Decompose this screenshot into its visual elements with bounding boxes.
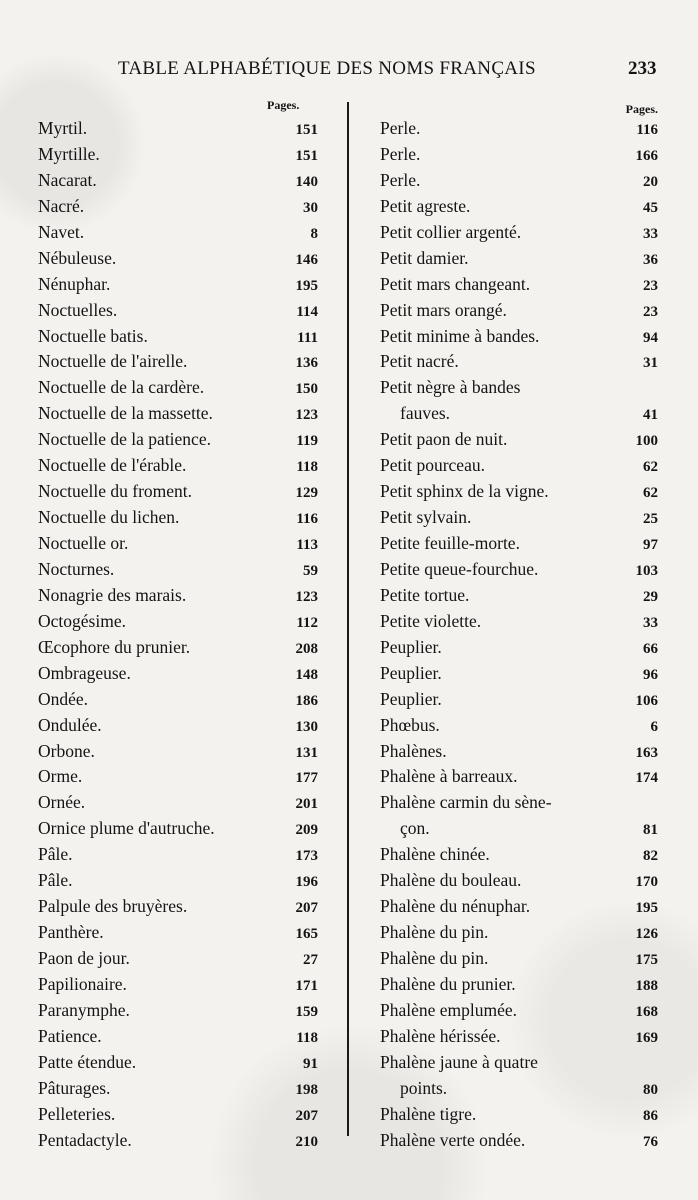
index-entry xyxy=(38,1102,320,1128)
entry-page-number: 195 xyxy=(295,277,318,294)
index-entry xyxy=(380,894,658,920)
entry-name: Nénuphar. xyxy=(38,273,111,294)
entry-name: Panthère. xyxy=(38,922,104,943)
entry-name: Orme. xyxy=(38,766,83,787)
entry-page-number: 66 xyxy=(643,640,658,657)
entry-page-number: 62 xyxy=(643,459,658,476)
entry-name: Phalène hérissée. xyxy=(380,1025,501,1046)
entry-name: Pentadactyle. xyxy=(38,1129,132,1150)
index-entry xyxy=(38,194,320,220)
index-entry xyxy=(38,349,320,375)
index-entry xyxy=(38,375,320,401)
index-entry xyxy=(380,790,658,816)
index-entry xyxy=(380,1128,658,1154)
pages-column-header xyxy=(380,92,658,116)
entry-name: Petit mars orangé. xyxy=(380,299,507,320)
entry-page-number: 112 xyxy=(296,614,318,631)
entry-name: Noctuelle de la massette. xyxy=(38,403,213,424)
entry-name: Petit minime à bandes. xyxy=(380,325,540,346)
entry-page-number: 23 xyxy=(643,277,658,294)
entry-page-number: 163 xyxy=(635,744,658,761)
entry-name: Palpule des bruyères. xyxy=(38,896,188,917)
index-entry xyxy=(38,505,320,531)
entry-page-number: 100 xyxy=(635,433,658,450)
entry-page-number: 150 xyxy=(295,381,318,398)
entry-page-number: 27 xyxy=(303,952,318,968)
entry-page-number: 25 xyxy=(643,511,658,528)
index-entry xyxy=(380,349,658,375)
entry-name: Phalène emplumée. xyxy=(380,999,518,1020)
index-entry xyxy=(38,1050,320,1076)
index-entry xyxy=(380,220,658,246)
index-entry xyxy=(38,713,320,739)
entry-name: Noctuelle de la patience. xyxy=(38,429,211,450)
entry-name: Ondulée. xyxy=(38,714,102,735)
index-entry xyxy=(38,972,320,998)
entry-page-number: 136 xyxy=(295,355,318,372)
index-entry xyxy=(380,842,658,868)
entry-name: Peuplier. xyxy=(380,662,442,683)
index-entry xyxy=(38,894,320,920)
entry-page-number: 174 xyxy=(635,770,658,787)
entry-page-number: 159 xyxy=(295,1003,318,1020)
entry-name: points. xyxy=(400,1077,448,1098)
entry-page-number: 45 xyxy=(643,199,658,216)
entry-name: Petit paon de nuit. xyxy=(380,429,508,450)
entry-page-number: 177 xyxy=(295,770,318,787)
entry-page-number: 33 xyxy=(643,614,658,631)
entry-name: Pelleteries. xyxy=(38,1103,116,1124)
index-entry xyxy=(38,557,320,583)
entry-name: Phalène tigre. xyxy=(380,1103,477,1124)
index-entry xyxy=(38,427,320,453)
entry-name: Ornice plume d'autruche. xyxy=(38,818,215,839)
entry-page-number: 198 xyxy=(295,1081,318,1098)
index-entry xyxy=(38,479,320,505)
entry-page-number: 29 xyxy=(643,588,658,605)
entry-name: Perle. xyxy=(380,169,421,190)
entry-name: Nébuleuse. xyxy=(38,247,117,268)
page-number: 233 xyxy=(628,58,657,79)
entry-page-number: 97 xyxy=(643,537,658,553)
entry-name: Œcophore du prunier. xyxy=(38,636,191,657)
entry-page-number: 148 xyxy=(295,666,318,683)
index-entry xyxy=(380,1050,658,1076)
index-entry xyxy=(380,920,658,946)
entry-page-number: 207 xyxy=(295,900,318,917)
index-entry xyxy=(380,1102,658,1128)
entry-name: Phalènes. xyxy=(380,740,447,761)
entry-page-number: 166 xyxy=(635,147,658,164)
index-entry xyxy=(380,142,658,168)
entry-name: Noctuelle du lichen. xyxy=(38,507,180,528)
entry-name: Phalène du nénuphar. xyxy=(380,896,531,917)
entry-page-number: 118 xyxy=(296,459,318,476)
entry-page-number: 126 xyxy=(635,926,658,943)
entry-name: Navet. xyxy=(38,221,85,242)
entry-name: Phœbus. xyxy=(380,714,440,735)
entry-name: Phalène à barreaux. xyxy=(380,766,518,787)
index-entry xyxy=(380,609,658,635)
entry-page-number: 103 xyxy=(635,562,658,579)
index-entry xyxy=(38,842,320,868)
index-entry xyxy=(38,920,320,946)
entry-page-number: 33 xyxy=(643,225,658,242)
index-entry xyxy=(380,116,658,142)
index-entry xyxy=(38,868,320,894)
entry-page-number: 208 xyxy=(295,640,318,657)
entry-page-number: 23 xyxy=(643,303,658,320)
pages-label: Pages. xyxy=(267,98,300,112)
entry-name: Petit nacré. xyxy=(380,351,459,372)
entry-page-number: 6 xyxy=(650,718,658,735)
entry-page-number: 31 xyxy=(643,355,658,372)
entry-name: Ornée. xyxy=(38,792,86,813)
entry-name: Petit pourceau. xyxy=(380,455,485,476)
index-entry xyxy=(380,816,658,842)
index-entry xyxy=(380,1024,658,1050)
index-entry xyxy=(380,324,658,350)
entry-page-number: 171 xyxy=(295,977,318,994)
left-entry-list xyxy=(38,116,320,1154)
entry-name: Octogésime. xyxy=(38,610,126,631)
entry-page-number: 116 xyxy=(636,122,658,138)
index-entry xyxy=(380,998,658,1024)
entry-page-number: 201 xyxy=(295,796,318,813)
entry-name: Patte étendue. xyxy=(38,1051,137,1072)
entry-page-number: 62 xyxy=(643,485,658,502)
entry-name: Petit mars changeant. xyxy=(380,273,531,294)
entry-page-number: 80 xyxy=(643,1081,658,1098)
index-entry xyxy=(38,764,320,790)
entry-name: fauves. xyxy=(400,403,451,424)
entry-page-number: 188 xyxy=(635,977,658,994)
entry-page-number: 186 xyxy=(295,692,318,709)
entry-page-number: 123 xyxy=(295,588,318,605)
entry-name: Noctuelle batis. xyxy=(38,325,148,346)
index-entry xyxy=(380,375,658,401)
index-entry xyxy=(380,168,658,194)
entry-name: Papilionaire. xyxy=(38,973,127,994)
index-entry xyxy=(380,946,658,972)
entry-page-number: 123 xyxy=(295,407,318,424)
entry-page-number: 165 xyxy=(295,926,318,943)
index-entry xyxy=(380,868,658,894)
entry-name: Noctuelle de l'airelle. xyxy=(38,351,188,372)
entry-name: Petit collier argenté. xyxy=(380,221,522,242)
entry-name: Noctuelle de la cardère. xyxy=(38,377,205,398)
index-entry xyxy=(380,479,658,505)
index-entry xyxy=(38,635,320,661)
index-entry xyxy=(380,557,658,583)
entry-name: Nocturnes. xyxy=(38,558,115,579)
index-entry xyxy=(380,272,658,298)
index-entry xyxy=(38,453,320,479)
index-entry xyxy=(38,998,320,1024)
entry-page-number: 209 xyxy=(295,822,318,839)
entry-page-number: 170 xyxy=(635,874,658,891)
entry-page-number: 146 xyxy=(295,251,318,268)
entry-name: Phalène du pin. xyxy=(380,948,489,968)
entry-name: Nacarat. xyxy=(38,169,97,190)
entry-page-number: 82 xyxy=(643,848,658,865)
index-entry xyxy=(380,635,658,661)
entry-page-number: 96 xyxy=(643,666,658,683)
entry-name: Phalène chinée. xyxy=(380,844,490,865)
index-entry xyxy=(38,531,320,557)
entry-name: Paon de jour. xyxy=(38,948,130,968)
entry-name: Myrtille. xyxy=(38,143,100,164)
entry-page-number: 131 xyxy=(295,744,318,761)
entry-name: Petit sphinx de la vigne. xyxy=(380,481,549,502)
entry-page-number: 140 xyxy=(295,173,318,190)
entry-page-number: 113 xyxy=(296,537,318,553)
entry-name: Petite queue-fourchue. xyxy=(380,558,539,579)
index-entry xyxy=(38,816,320,842)
entry-name: Paranymphe. xyxy=(38,999,130,1020)
index-entry xyxy=(380,194,658,220)
entry-name: çon. xyxy=(400,818,430,839)
index-entry xyxy=(380,739,658,765)
index-entry xyxy=(380,401,658,427)
entry-page-number: 114 xyxy=(296,303,318,320)
index-entry xyxy=(380,453,658,479)
entry-page-number: 94 xyxy=(643,329,658,346)
index-entry xyxy=(38,946,320,972)
index-entry xyxy=(38,609,320,635)
entry-name: Phalène du pin. xyxy=(380,922,489,943)
entry-name: Pâle. xyxy=(38,844,73,865)
entry-page-number: 20 xyxy=(643,173,658,190)
entry-page-number: 86 xyxy=(643,1107,658,1124)
entry-name: Pâturages. xyxy=(38,1077,111,1098)
entry-page-number: 106 xyxy=(635,692,658,709)
entry-page-number: 59 xyxy=(303,562,318,579)
entry-name: Petite violette. xyxy=(380,610,482,631)
entry-name: Phalène carmin du sène- xyxy=(380,792,552,813)
entry-page-number: 151 xyxy=(295,147,318,164)
index-entry xyxy=(38,116,320,142)
entry-page-number: 207 xyxy=(295,1107,318,1124)
index-entry xyxy=(38,1076,320,1102)
index-entry xyxy=(380,713,658,739)
entry-name: Pâle. xyxy=(38,870,73,891)
entry-name: Peuplier. xyxy=(380,636,442,657)
running-header xyxy=(0,58,698,88)
index-entry xyxy=(38,790,320,816)
entry-name: Nacré. xyxy=(38,195,85,216)
entry-name: Ombrageuse. xyxy=(38,662,131,683)
entry-name: Ondée. xyxy=(38,688,89,709)
index-entry xyxy=(38,168,320,194)
index-entry xyxy=(38,1128,320,1154)
entry-name: Phalène jaune à quatre xyxy=(380,1051,538,1072)
entry-page-number: 196 xyxy=(295,874,318,891)
pages-column-header xyxy=(38,92,320,116)
left-index-column xyxy=(38,92,320,1154)
entry-name: Petite feuille-morte. xyxy=(380,533,520,553)
index-entry xyxy=(38,142,320,168)
index-entry xyxy=(380,505,658,531)
entry-name: Petit agreste. xyxy=(380,195,471,216)
index-entry xyxy=(38,1024,320,1050)
entry-name: Patience. xyxy=(38,1025,102,1046)
entry-name: Petit sylvain. xyxy=(380,507,472,528)
entry-name: Noctuelle or. xyxy=(38,533,129,553)
entry-page-number: 129 xyxy=(295,485,318,502)
entry-name: Petit nègre à bandes xyxy=(380,377,521,398)
index-entry xyxy=(380,764,658,790)
entry-page-number: 195 xyxy=(635,900,658,917)
index-entry xyxy=(380,687,658,713)
entry-name: Perle. xyxy=(380,118,421,138)
entry-name: Phalène du prunier. xyxy=(380,973,516,994)
entry-page-number: 175 xyxy=(635,952,658,968)
column-divider xyxy=(347,102,349,1136)
entry-page-number: 76 xyxy=(643,1133,658,1150)
entry-name: Phalène du bouleau. xyxy=(380,870,522,891)
entry-page-number: 30 xyxy=(303,199,318,216)
page-title: TABLE ALPHABÉTIQUE DES NOMS FRANÇAIS xyxy=(118,58,536,79)
entry-page-number: 91 xyxy=(303,1055,318,1072)
index-entry xyxy=(380,427,658,453)
entry-name: Myrtil. xyxy=(38,118,88,138)
entry-name: Peuplier. xyxy=(380,688,442,709)
entry-name: Orbone. xyxy=(38,740,95,761)
index-entry xyxy=(38,220,320,246)
entry-page-number: 168 xyxy=(635,1003,658,1020)
entry-name: Nonagrie des marais. xyxy=(38,584,187,605)
entry-page-number: 130 xyxy=(295,718,318,735)
entry-page-number: 118 xyxy=(296,1029,318,1046)
entry-page-number: 8 xyxy=(310,225,318,242)
index-entry xyxy=(380,583,658,609)
entry-page-number: 36 xyxy=(643,251,658,268)
index-entry xyxy=(380,1076,658,1102)
entry-page-number: 111 xyxy=(297,329,318,346)
index-entry xyxy=(380,661,658,687)
entry-name: Phalène verte ondée. xyxy=(380,1129,526,1150)
pages-label: Pages. xyxy=(625,102,658,116)
index-entry xyxy=(380,298,658,324)
index-entry xyxy=(380,246,658,272)
entry-name: Perle. xyxy=(380,143,421,164)
entry-name: Noctuelles. xyxy=(38,299,118,320)
entry-page-number: 151 xyxy=(295,122,318,138)
entry-name: Petit damier. xyxy=(380,247,469,268)
index-entry xyxy=(38,401,320,427)
index-entry xyxy=(38,661,320,687)
right-entry-list xyxy=(380,116,658,1154)
index-entry xyxy=(380,972,658,998)
entry-page-number: 173 xyxy=(295,848,318,865)
entry-page-number: 119 xyxy=(296,433,318,450)
index-entry xyxy=(380,531,658,557)
entry-page-number: 41 xyxy=(643,407,658,424)
entry-page-number: 169 xyxy=(635,1029,658,1046)
index-entry xyxy=(38,583,320,609)
entry-page-number: 210 xyxy=(295,1133,318,1150)
entry-name: Noctuelle du froment. xyxy=(38,481,193,502)
index-entry xyxy=(38,298,320,324)
right-index-column xyxy=(380,92,658,1154)
entry-page-number: 116 xyxy=(296,511,318,528)
index-entry xyxy=(38,246,320,272)
index-entry xyxy=(38,687,320,713)
index-entry xyxy=(38,739,320,765)
index-entry xyxy=(38,324,320,350)
index-entry xyxy=(38,272,320,298)
entry-name: Petite tortue. xyxy=(380,584,470,605)
entry-name: Noctuelle de l'érable. xyxy=(38,455,187,476)
entry-page-number: 81 xyxy=(643,822,658,839)
